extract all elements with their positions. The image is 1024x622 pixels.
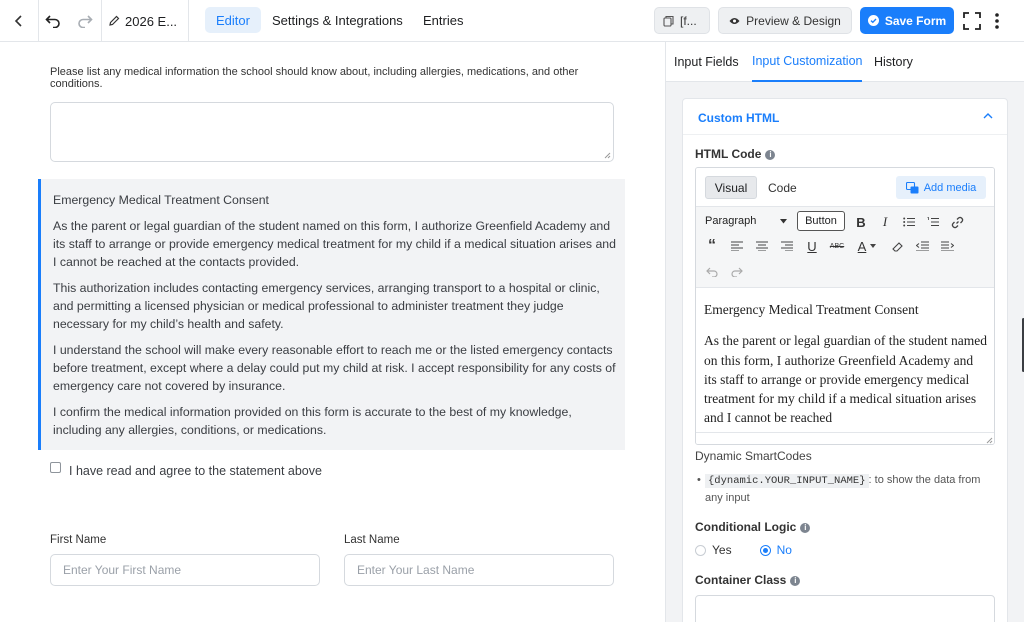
eye-icon	[729, 17, 740, 25]
save-form-label: Save Form	[884, 13, 947, 28]
media-icon	[906, 182, 919, 194]
undo-icon	[45, 14, 61, 28]
tab-editor[interactable]: Editor	[205, 7, 261, 33]
resize-handle-icon	[604, 152, 611, 159]
numbered-list-icon[interactable]	[921, 211, 945, 233]
conditional-logic-radios	[695, 543, 792, 557]
button-insert[interactable]: Button	[797, 211, 845, 231]
info-icon: i	[800, 523, 810, 533]
radio-yes[interactable]	[695, 545, 706, 556]
undo-button[interactable]	[40, 0, 66, 42]
underline-icon[interactable]: U	[807, 238, 817, 254]
toolbar-row-1	[849, 211, 969, 233]
custom-html-panel	[682, 98, 1008, 622]
fullscreen-icon	[963, 12, 981, 30]
tab-history[interactable]: History	[874, 55, 913, 69]
caret-down-icon	[780, 219, 787, 224]
paragraph-select[interactable]	[700, 211, 792, 231]
chevron-left-icon	[12, 14, 26, 28]
add-media-button[interactable]	[896, 176, 986, 199]
conditional-logic-label	[695, 520, 810, 534]
tab-entries[interactable]: Entries	[423, 12, 464, 28]
smartcode-description: : to show the data from any input	[705, 474, 981, 504]
container-class-input[interactable]	[695, 595, 995, 622]
conditional-logic-label-text: Conditional Logic	[695, 520, 797, 534]
consent-paragraph: This authorization includes contacting emergency services, arranging transport to a hospital or clinic, and permitting a licensed physician or medical professional to administer treatment they judge necessary for my child’s health and safety.	[53, 281, 600, 331]
divider	[38, 0, 39, 42]
divider	[101, 0, 102, 42]
editor-toolbar	[696, 206, 995, 288]
section-title: Custom HTML	[698, 111, 780, 125]
last-name-input[interactable]: Enter Your Last Name	[344, 554, 614, 586]
shortcode-text: [f...	[680, 13, 697, 28]
editor-status-bar	[696, 432, 995, 445]
back-button[interactable]	[0, 0, 38, 42]
top-bar	[0, 0, 1024, 42]
chevron-up-icon	[983, 113, 993, 119]
radio-no[interactable]	[760, 545, 771, 556]
form-title-text: 2026 E...	[125, 13, 178, 29]
container-class-label-text: Container Class	[695, 573, 787, 587]
medical-info-textarea[interactable]	[50, 102, 614, 162]
redo-button[interactable]	[72, 0, 98, 42]
copy-icon	[663, 15, 674, 27]
bold-icon[interactable]: B	[856, 214, 866, 230]
clear-formatting-icon[interactable]	[885, 235, 909, 257]
html-code-label-text: HTML Code	[695, 147, 762, 161]
check-circle-icon	[868, 15, 879, 26]
agree-label: I have read and agree to the statement above	[69, 464, 322, 478]
consent-title: Emergency Medical Treatment Consent	[53, 193, 269, 207]
code-tab[interactable]: Code	[768, 181, 797, 195]
settings-sidebar	[665, 42, 1024, 622]
form-canvas	[0, 42, 665, 622]
consent-statement-block	[38, 179, 625, 450]
smartcode-item	[697, 472, 995, 507]
more-options-button[interactable]	[990, 0, 1004, 42]
undo-editor-icon[interactable]	[700, 261, 724, 283]
redo-icon	[77, 14, 93, 28]
first-name-label: First Name	[50, 534, 107, 546]
toolbar-row-2	[700, 235, 959, 257]
strikethrough-icon[interactable]: ABC	[829, 242, 845, 250]
tab-input-fields[interactable]: Input Fields	[674, 55, 739, 69]
form-title[interactable]	[108, 0, 186, 42]
add-media-label: Add media	[923, 181, 977, 194]
consent-paragraph: I understand the school will make every reasonable effort to reach me or the listed emergency contacts before treatment, except where a delay could put my child at risk. I accept responsibility for any costs of emergency care not covered by insurance.	[53, 343, 616, 393]
editor-content[interactable]	[696, 290, 995, 432]
divider	[188, 0, 189, 42]
italic-icon[interactable]: I	[882, 214, 888, 229]
visual-tab[interactable]: Visual	[705, 176, 757, 199]
redo-editor-icon[interactable]	[724, 261, 748, 283]
consent-paragraph: As the parent or legal guardian of the student named on this form, I authorize Greenfield Academy and its staff to arrange or provide emergency medical treatment for my child if a medical situation arises and I cannot be reached at the contacts provided.	[53, 219, 616, 269]
save-form-button[interactable]	[860, 7, 954, 34]
radio-no-label: No	[776, 543, 792, 557]
medical-info-label: Please list any medical information the school should know about, including allergies, medications, and other conditions.	[50, 66, 579, 90]
tab-input-customization[interactable]: Input Customization	[752, 42, 862, 82]
html-editor	[695, 167, 995, 445]
editor-mode-bar	[696, 168, 995, 204]
tab-settings-integrations[interactable]: Settings & Integrations	[272, 12, 403, 28]
kebab-menu-icon	[995, 13, 999, 29]
copy-shortcode-button[interactable]	[654, 7, 710, 34]
fullscreen-button[interactable]	[960, 0, 984, 42]
resize-handle-icon[interactable]	[986, 437, 993, 444]
blockquote-icon[interactable]: “	[708, 237, 716, 254]
indent-icon[interactable]	[935, 235, 959, 257]
radio-yes-label: Yes	[712, 543, 732, 557]
sidebar-tabs	[666, 42, 1024, 82]
align-right-icon[interactable]	[775, 235, 799, 257]
custom-html-header[interactable]	[683, 99, 1007, 135]
bullet-list-icon[interactable]	[897, 211, 921, 233]
outdent-icon[interactable]	[910, 235, 934, 257]
info-icon: i	[790, 576, 800, 586]
agree-checkbox[interactable]	[50, 462, 61, 473]
editor-content-title: Emergency Medical Treatment Consent	[704, 302, 919, 317]
paragraph-select-value: Paragraph	[705, 215, 757, 227]
container-class-label	[695, 573, 800, 587]
preview-design-label: Preview & Design	[746, 13, 841, 28]
align-left-icon[interactable]	[725, 235, 749, 257]
smartcodes-title: Dynamic SmartCodes	[695, 449, 812, 463]
bullet: •	[697, 474, 701, 486]
link-icon[interactable]	[945, 211, 969, 233]
toolbar-row-3	[700, 261, 748, 283]
align-center-icon[interactable]	[750, 235, 774, 257]
html-code-label	[695, 147, 775, 161]
pencil-icon	[108, 15, 120, 27]
editor-content-body: As the parent or legal guardian of the student named on this form, I authorize Greenfield Academy and its staff to arrange or provide emergency medical treatment for my child if a medical situation arises and I cannot be reached	[704, 333, 988, 426]
consent-paragraph: I confirm the medical information provided on this form is accurate to the best of my knowledge, including any allergies, conditions, or medications.	[53, 405, 572, 437]
info-icon: i	[765, 150, 775, 160]
last-name-label: Last Name	[344, 534, 400, 546]
text-color-icon[interactable]: A	[850, 235, 884, 257]
first-name-input[interactable]: Enter Your First Name	[50, 554, 320, 586]
smartcode-code: {dynamic.YOUR_INPUT_NAME}	[705, 474, 869, 488]
preview-design-button[interactable]	[718, 7, 852, 34]
